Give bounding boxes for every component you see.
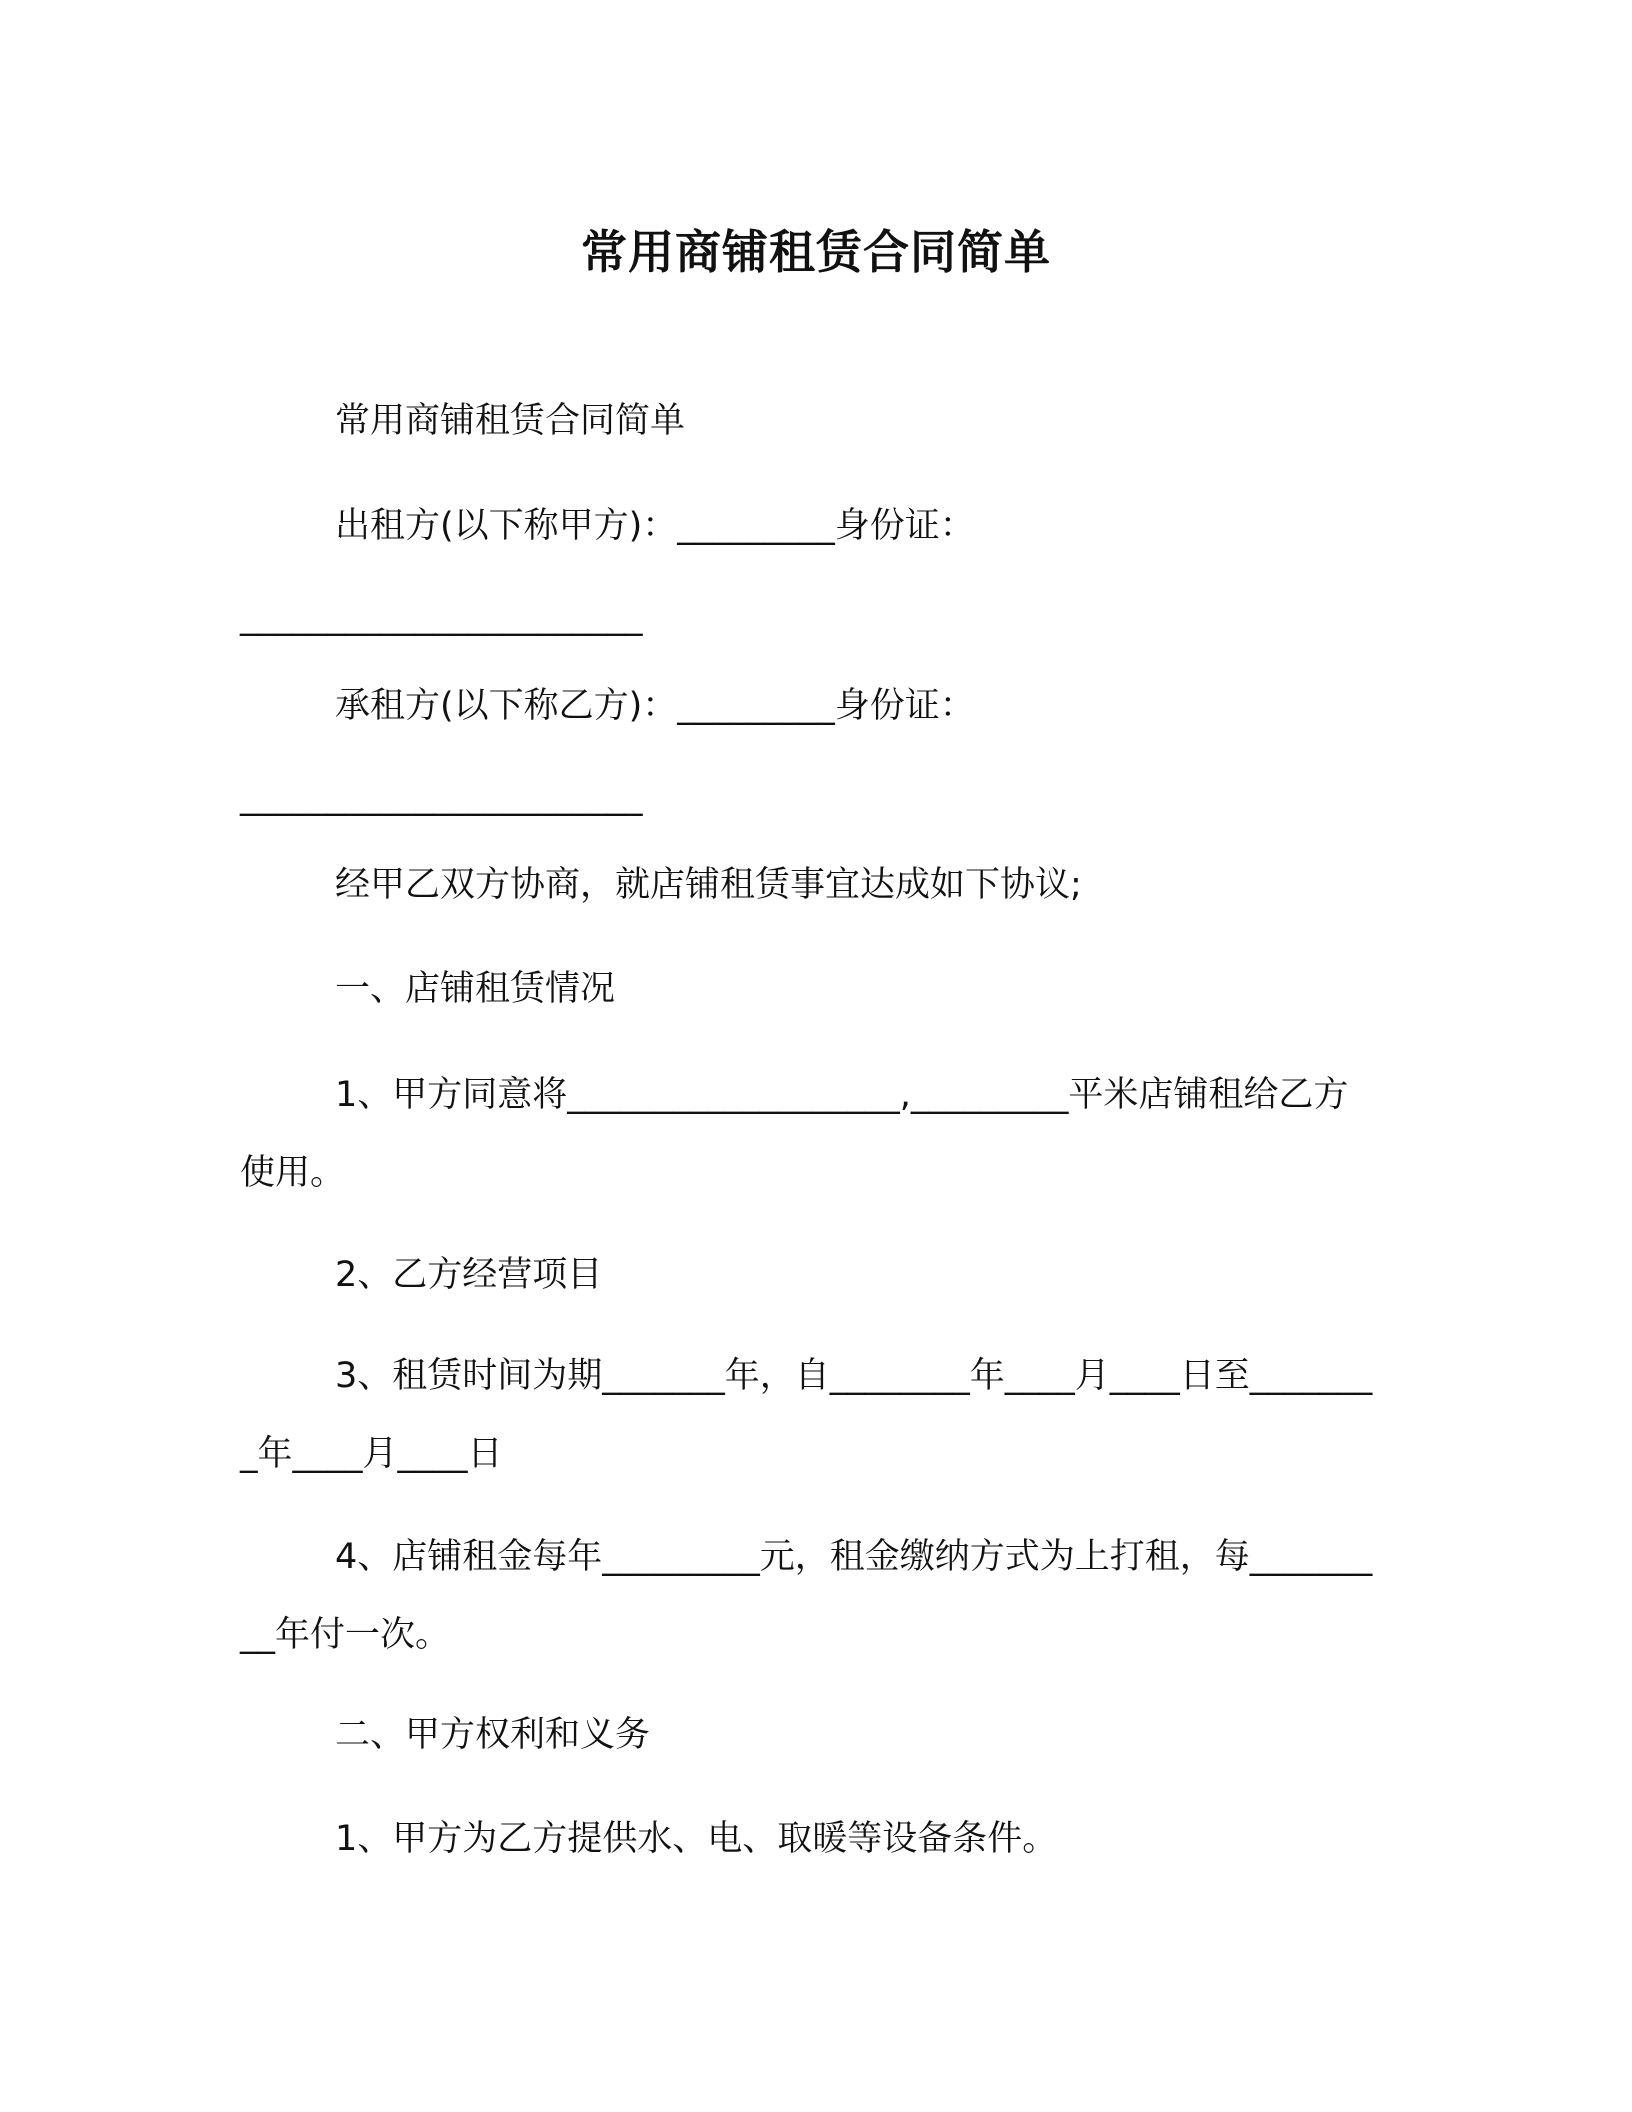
clause-1-4: 4、店铺租金每年_________元，租金缴纳方式为上打租，每_________年付一次。 <box>240 1537 1373 1655</box>
paragraph-lessor-id-blank: _______________________ <box>240 597 643 637</box>
paragraph-agreement-intro: 经甲乙双方协商，就店铺租赁事宜达成如下协议; <box>335 865 1082 905</box>
paragraph-subtitle: 常用商铺租赁合同简单 <box>335 401 686 441</box>
section-heading-1: 一、店铺租赁情况 <box>335 969 616 1009</box>
paragraph-lessee-id-blank: _______________________ <box>240 777 643 817</box>
clause-1-3: 3、租赁时间为期_______年，自________年____月____日至________年____月____日 <box>240 1356 1373 1474</box>
clause-1-2: 2、乙方经营项目 <box>335 1255 603 1295</box>
clause-2-1: 1、甲方为乙方提供水、电、取暖等设备条件。 <box>335 1819 1058 1859</box>
paragraph-lessor: 出租方(以下称甲方)：_________身份证： <box>335 506 975 546</box>
clause-1-1: 1、甲方同意将___________________,_________平米店铺租给乙方使用。 <box>240 1075 1349 1193</box>
paragraph-lessee: 承租方(以下称乙方)：_________身份证： <box>335 686 975 726</box>
section-heading-2: 二、甲方权利和义务 <box>335 1715 651 1755</box>
document-title: 常用商铺租赁合同简单 <box>581 225 1051 279</box>
